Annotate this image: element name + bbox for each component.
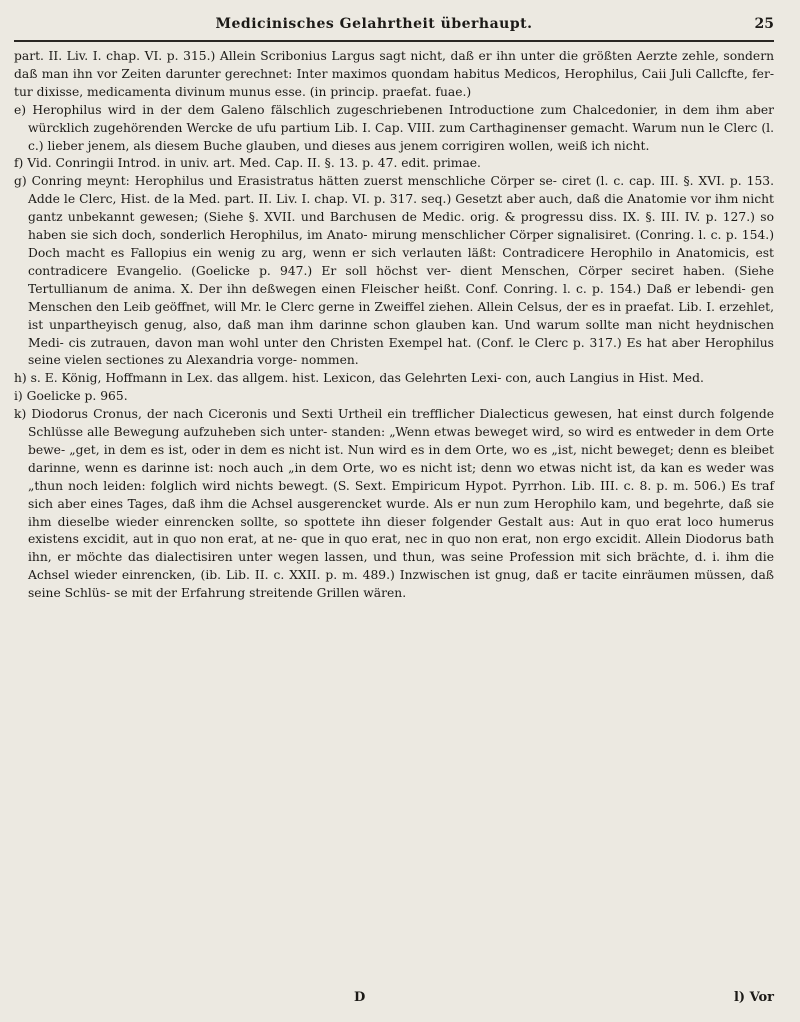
footnote-k: k) Diodorus Cronus, der nach Ciceronis und Sexti Urtheil ein trefflicher Dialecticus gewesen, hat einst durch folgende Schlüsse alle Bewegung aufzuheben sich unter- standen: „Wenn etwas beweget wird, so wird es entweder in dem Orte bewe- „get, in dem es ist, oder in dem es nicht ist. Nun wird es in dem Orte, wo es „ist, nicht beweget; denn es bleibet darinne, wenn es darinne ist: noch auch „in dem Orte, wo es nicht ist; denn wo etwas nicht ist, da kan es weder was „thun noch leiden: folglich wird nichts bewegt. (S. Sext. Empiricum Hypot. Pyrrhon. Lib. III. c. 8. p. m. 506.) Es traf sich aber eines Tages, daß ihm die Achsel ausgerencket wurde. Als er nun zum Herophilo kam, und begehrte, daß sie ihm dieselbe wieder einrencken sollte, so spottete ihn dieser folgender Gestalt aus: Aut in quo erat loco humerus existens excidit, aut in quo non erat, at ne- que in quo erat, nec in quo non erat, non ergo excidit. Allein Diodorus bath ihn, er möchte das dialectisiren unter wegen lassen, und thun, was seine Profession mit sich brächte, d. i. ihm die Achsel wieder einrencken, (ib. Lib. II. c. XXII. p. m. 489.) Inzwischen ist gnug, daß er tacite einräumen müssen, daß seine Schlüs- se mit der Erfahrung streitende Grillen wären.	[14, 407, 774, 601]
footnote-f: f) Vid. Conringii Introd. in univ. art. Med. Cap. II. §. 13. p. 47. edit. primae.	[14, 156, 481, 171]
footnote-e: e) Herophilus wird in der dem Galeno fälschlich zugeschriebenen Introductione zum Chalcedonier, in dem ihm aber würcklich zugehörenden Wercke de ufu partium Lib. I. Cap. VIII. zum Carthaginenser gemacht. Warum nun le Clerc (l. c.) lieber jenem, als diesem Buche glauben, und dieses aus jenem corrigiren wollen, weiß ich nicht.	[14, 102, 774, 153]
footnote-continuation: part. II. Liv. I. chap. VI. p. 315.) Allein Scribonius Largus sagt nicht, daß er ihn unter die größten Aerzte zehle, sondern daß man ihn vor Zeiten darunter gerechnet: Inter maximos quondam habitus Medicos, Herophilus, Caii Juli Callcfte, fer- tur dixisse, medicamenta divinum munus esse. (in princip. praefat. fuae.)	[14, 49, 774, 99]
signature-mark: D	[354, 990, 366, 1005]
page-footer	[14, 990, 774, 1014]
running-title: Medicinisches Gelahrtheit überhaupt.	[215, 16, 533, 32]
footnotes-body	[14, 48, 774, 603]
page-header	[14, 10, 774, 40]
footnote-g: g) Conring meynt: Herophilus und Erasistratus hätten zuerst menschliche Cörper se- ciret (l. c. cap. III. §. XVI. p. 153. Adde le Clerc, Hist. de la Med. part. II. Liv. I. chap. VI. p. 317. seq.) Gesetzt aber auch, daß die Anatomie vor ihm nicht gantz unbekannt gewesen; (Siehe §. XVII. und Barchusen de Medic. orig. & progressu diss. IX. §. III. IV. p. 127.) so haben sie sich doch, sonderlich Herophilus, im Anato- mirung menschlicher Cörper signalisiret. (Conring. l. c. p. 154.) Doch macht es Fallopius ein wenig zu arg, wenn er sich verlauten läßt: Contradicere Herophilo in Anatomicis, est contradicere Evangelio. (Goelicke p. 947.) Er soll höchst ver- dient Menschen, Cörper seciret haben. (Siehe Tertullianum de anima. X. Der ihn deßwegen einen Fleischer heißt. Conf. Conring. l. c. p. 154.) Daß er lebendi- gen Menschen den Leib geöffnet, will Mr. le Clerc gerne in Zweiffel ziehen. Allein Celsus, der es in praefat. Lib. I. erzehlet, ist unpartheyisch genug, also, daß man ihm darinne schon glauben kan. Und warum sollte man nicht heydnischen Medi- cis zutrauen, davon man wohl unter den Christen Exempel hat. (Conf. le Clerc p. 317.) Es hat aber Herophilus seine vielen sectiones zu Alexandria vorge- nommen.	[14, 174, 774, 368]
footnote-i: i) Goelicke p. 965.	[14, 389, 128, 404]
footnote-h: h) s. E. König, Hoffmann in Lex. das allgem. hist. Lexicon, das Gelehrten Lexi- con, auch Langius in Hist. Med.	[14, 371, 704, 386]
header-rule	[14, 40, 774, 42]
catchword: l) Vor	[733, 990, 774, 1005]
page-number: 25	[754, 16, 774, 32]
